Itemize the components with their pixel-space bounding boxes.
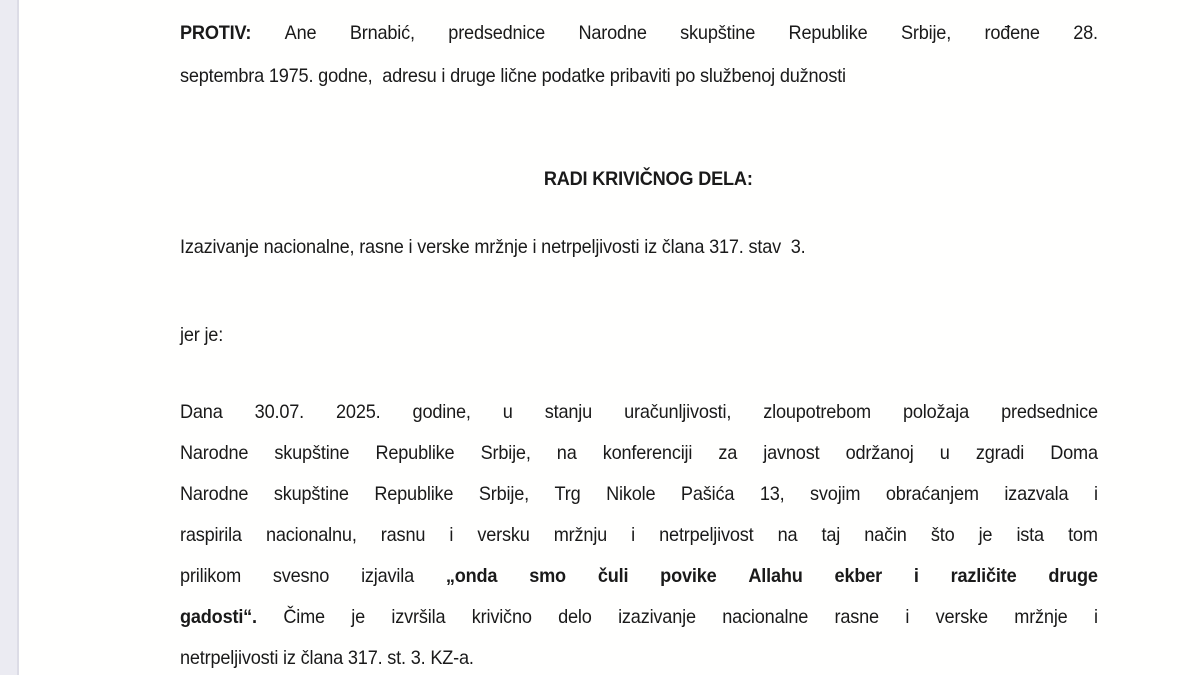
- word: i: [1093, 483, 1098, 505]
- word: konferenciji: [602, 442, 693, 464]
- word: Dana: [180, 401, 223, 423]
- word: svesno: [272, 565, 330, 587]
- word: krivično: [471, 606, 532, 628]
- word: je: [351, 606, 366, 628]
- facts-line-4: [180, 515, 1098, 556]
- word: Pašića: [680, 483, 735, 505]
- word: je: [978, 524, 993, 546]
- against-line-1: [180, 12, 1098, 55]
- word: zloupotrebom: [763, 401, 871, 423]
- word: Srbije,: [478, 483, 529, 505]
- word: Srbije,: [480, 442, 531, 464]
- word: 28.: [1073, 22, 1098, 44]
- word: način: [864, 524, 907, 546]
- word: ista: [1016, 524, 1044, 546]
- word: izvršila: [391, 606, 446, 628]
- word: svojim: [810, 483, 861, 505]
- because-label: jer je:: [180, 324, 224, 346]
- word: i: [449, 524, 454, 546]
- word: za: [718, 442, 738, 464]
- word: u: [502, 401, 513, 423]
- word: Srbije,: [900, 22, 952, 44]
- facts-paragraph: [180, 392, 1098, 675]
- word: Trg: [554, 483, 581, 505]
- word: prilikom: [180, 565, 241, 587]
- word: Republike: [375, 442, 455, 464]
- facts-line-2: [180, 433, 1098, 474]
- word: Narodne: [578, 22, 647, 44]
- word: nacionalnu,: [265, 524, 357, 546]
- word: raspirila: [180, 524, 242, 546]
- word: skupštine: [680, 22, 756, 44]
- word: mržnju: [553, 524, 608, 546]
- facts-line-3: [180, 474, 1098, 515]
- against-line-2: septembra 1975. godne, adresu i druge lične podatke pribaviti po službenoj dužnosti: [180, 65, 846, 87]
- word: Čime: [283, 606, 325, 628]
- word: položaja: [902, 401, 970, 423]
- quote-word: gadosti“.: [180, 606, 257, 628]
- word: 30.07.: [254, 401, 304, 423]
- section-heading: RADI KRIVIČNOG DELA:: [543, 168, 753, 190]
- word: predsednice: [1001, 401, 1098, 423]
- facts-line-6: [180, 597, 1098, 638]
- word: stanju: [544, 401, 593, 423]
- quote-word: čuli: [597, 565, 629, 587]
- word: verske: [935, 606, 988, 628]
- word: održanoj: [845, 442, 914, 464]
- word: nacionalne: [722, 606, 809, 628]
- word: 13,: [759, 483, 785, 505]
- document-page: [19, 0, 1200, 675]
- word: godine,: [412, 401, 471, 423]
- word: izazivanje: [618, 606, 696, 628]
- word: Brnabić,: [349, 22, 415, 44]
- quote-word: Allahu: [748, 565, 803, 587]
- word: skupštine: [274, 442, 350, 464]
- word: rasnu: [380, 524, 426, 546]
- quote-word: ekber: [834, 565, 883, 587]
- word: izazvala: [1004, 483, 1069, 505]
- word: Republike: [374, 483, 454, 505]
- facts-line-7: netrpeljivosti iz člana 317. st. 3. KZ-a.: [180, 647, 474, 669]
- word: u: [939, 442, 950, 464]
- word: Nikole: [606, 483, 656, 505]
- word: predsednice: [448, 22, 546, 44]
- word: javnost: [763, 442, 820, 464]
- word: i: [1093, 606, 1098, 628]
- against-section: [180, 12, 1098, 98]
- against-label: PROTIV:: [180, 22, 252, 44]
- quote-word: druge: [1048, 565, 1098, 587]
- word: zgradi: [975, 442, 1025, 464]
- word: izjavila: [361, 565, 415, 587]
- word: i: [631, 524, 636, 546]
- word: rasne: [834, 606, 879, 628]
- word: na: [556, 442, 577, 464]
- quote-word: smo: [529, 565, 566, 587]
- word: taj: [821, 524, 841, 546]
- word: Doma: [1050, 442, 1098, 464]
- quote-word: „onda: [445, 565, 498, 587]
- word: mržnje: [1014, 606, 1068, 628]
- word: 2025.: [336, 401, 381, 423]
- quote-word: povike: [660, 565, 717, 587]
- facts-line-5: [180, 556, 1098, 597]
- word: uračunljivosti,: [624, 401, 732, 423]
- word: Narodne: [180, 442, 249, 464]
- word: obraćanjem: [885, 483, 979, 505]
- word: rođene: [984, 22, 1040, 44]
- facts-line-1: [180, 392, 1098, 433]
- quote-word: različite: [950, 565, 1017, 587]
- word: na: [777, 524, 798, 546]
- viewer-left-margin: [0, 0, 19, 675]
- word: netrpeljivost: [659, 524, 754, 546]
- word: i: [905, 606, 910, 628]
- word: skupštine: [273, 483, 349, 505]
- word: versku: [477, 524, 530, 546]
- charge-text: Izazivanje nacionalne, rasne i verske mržnje i netrpeljivosti iz člana 317. stav 3.: [180, 236, 806, 258]
- word: što: [930, 524, 955, 546]
- word: Narodne: [180, 483, 249, 505]
- word: tom: [1068, 524, 1098, 546]
- word: Republike: [788, 22, 868, 44]
- quote-word: i: [913, 565, 919, 587]
- word: Ane: [284, 22, 317, 44]
- word: delo: [558, 606, 592, 628]
